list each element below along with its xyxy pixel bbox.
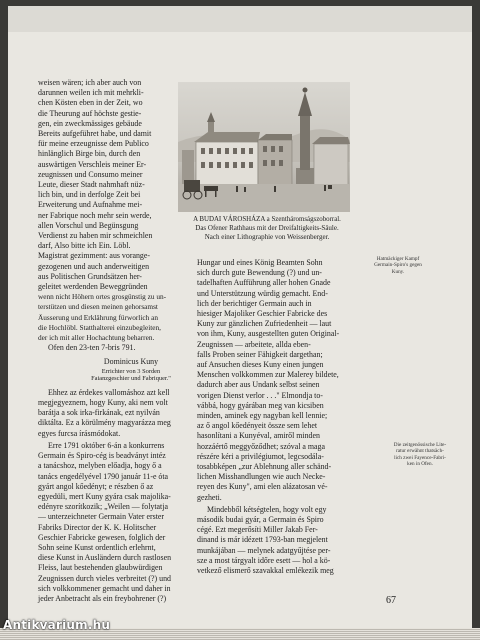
text-line: Zeugnissen durch vieles verbreitet (?) und [38, 573, 171, 583]
text-line: jeder Anbetracht als ein freybohrener (?) [38, 593, 167, 603]
margin-note-line: lich zwei Fayence-Fabri- [394, 454, 446, 461]
text-line: wenn nicht Höhern ortes grosgünstig zu un- [38, 292, 167, 302]
letter-paragraph [38, 78, 184, 343]
townhall-lithograph-icon [178, 82, 350, 212]
text-line: auf Ansuchen dieses Kuny einen jungen [197, 360, 324, 370]
margin-note-line: Germain-Spiro's gegen [374, 262, 422, 269]
text-line: minden, aminek egy nagyban kell lennie; [197, 411, 328, 421]
text-line: Leute, dieser Stadt nahmhaft nüz- [38, 180, 145, 190]
text-line: chen Kösten eben in der Zeit, wo [38, 98, 143, 108]
text-line: lich der berichtiger Germain auch in [197, 298, 312, 308]
text-line: megjegyeznem, hogy Kuny, aki nem volt [38, 398, 168, 408]
text-line: Erre 1791 október 6-án a konkurrens [48, 440, 165, 450]
text-line: lichen Misshandlungen wie auch Necke- [197, 472, 326, 482]
text-line: aus Politischen Grundsätzen her- [38, 271, 142, 281]
commentary-paragraph [38, 441, 184, 604]
text-line: diktálta. Ez a körülmény magyarázza meg [38, 418, 171, 428]
text-line: Ehhez az érdekes vallomáshoz azt kell [48, 387, 170, 397]
text-line: allen Vorschul und Begünsgung [38, 220, 139, 230]
letter-date: Ofen den 23-ten 7-bris 791. [48, 343, 136, 353]
text-line: von ihm, Kuny, ausgestellten guten Original- [197, 329, 340, 339]
lithograph-illustration [178, 82, 350, 212]
text-line: tadelhaften Aufführung aller hohen Gnade [197, 278, 331, 288]
signature-subtitle: Faianzgeschier und Fabriquer." [91, 375, 171, 383]
text-line: und Unterstützung würdig gemacht. End- [197, 288, 328, 298]
text-line: munkájában — melynek adatgyűjtése per- [197, 545, 331, 555]
margin-note [358, 256, 438, 275]
text-line: diese Kunst in Ausländern durch rastlosen [38, 553, 172, 563]
text-line: dinand is már idézett 1793-ban megjelent [197, 535, 328, 545]
text-line: barátja a sok irka-firkának, ezt nyilván [38, 408, 160, 418]
text-line: egyedüli, mert Kuny gyára csak majolika- [38, 491, 171, 501]
text-line: vorigen Dienst verlor . . ." Elmondja to- [197, 390, 323, 400]
text-line: részére kéri a privilégiumot, legcsodála- [197, 451, 324, 461]
text-line: Fabriks Director der K. K. Holitscher [38, 522, 157, 532]
text-line: darunnen weilen ich mit mehrkli- [38, 88, 144, 98]
text-line: vetkező elismerő szavakkal emlékezik meg [197, 566, 334, 576]
text-line: terstützen und diesen meinen gehorsamst [38, 302, 158, 312]
text-line: második budai gyár, a Germain és Spiro [197, 515, 324, 525]
text-line: darf, Also bitte ich Ein. Löbl. [38, 241, 131, 251]
text-line: Sohn seine Kunst ordentlich erlehrnt, [38, 542, 156, 552]
text-line: sze a most tárgyalt időre esett — hol a kö- [197, 555, 331, 565]
margin-note-line: Hatmäckiger Kampf [376, 256, 420, 262]
text-line: cégé. Ezt megerősíti Miller Jakab Fer- [197, 525, 318, 535]
text-line: die Theurung auf höchste gestie- [38, 108, 142, 118]
margin-note-line: ratur erwähnt thatsäch- [396, 448, 444, 455]
text-line: Bereits aufgeführet habe, und damit [38, 129, 152, 139]
caption-line: Das Ofener Rathhaus mit der Dreifaltigkeits-Säule. [195, 224, 339, 232]
text-line: Zeugnissen — arbeitete, allda eben- [197, 339, 311, 349]
text-line: auswärtigen Verschleis meiner Er- [38, 159, 147, 169]
text-line: ner Fabrique noch mehr sein werde, [38, 210, 152, 220]
text-line: sich volkkommener gemacht und daher in [38, 583, 171, 593]
text-line: Äusserung und Erklährung fürworlich an [38, 312, 158, 322]
text-line: geleitet werdenden Beweggründen [38, 282, 148, 292]
text-line: Magistrat gezimment: aus vorange- [38, 251, 150, 261]
text-line: Mindebből kétségtelen, hogy volt egy [207, 504, 327, 514]
text-line: Menschen volkkommen zur Malerey bildete, [197, 370, 339, 380]
text-line: hasonlítani a Kunyéval, amiről minden [197, 431, 320, 441]
text-line: lich bin, und in derfolge Zeit bei [38, 190, 141, 200]
page-number: 67 [386, 595, 396, 606]
text-line: Geschier Fabricke gewesen, folglich der [38, 532, 166, 542]
text-line: gezheti. [197, 492, 222, 502]
text-line: falls Proben seiner Fähigkeit dargethan; [197, 349, 323, 359]
text-line: die Hochlöbl. Statthalterei einzubegleiten, [38, 322, 161, 332]
text-line: Erweiterung und Aufnahme mei- [38, 200, 143, 210]
text-line: tosabbképen „zur Ablehnung aller schänd- [197, 462, 332, 472]
signature-subtitle: Errichter von 3 Sorden [101, 367, 161, 375]
text-line: a tanácshoz, melyben előadja, hogy ő a [38, 461, 162, 471]
illustration-caption [178, 215, 356, 242]
text-line: Hungar und eines König Beamten Sohn [197, 258, 323, 267]
text-line: Fleiss, laut bestehenden glaubwürdigen [38, 563, 163, 573]
text-line: sich durch gute Bewendung (?) und un- [197, 268, 322, 278]
text-line: Verdienst zu haben mir schmeichlen [38, 231, 153, 241]
text-line: gyárt angol kőedényt; e részben ő az [38, 481, 154, 491]
right-column [197, 258, 357, 576]
text-line: gezogenen und auch anderweitigen [38, 261, 150, 271]
text-line: für meine erzeugnisse dem Publico [38, 139, 149, 149]
caption-line: Nach einer Lithographie von Weissenberger. [204, 233, 330, 241]
margin-note [389, 442, 451, 467]
text-line: Kuny zur gänzlichen Zufriedenheit — laut [197, 319, 332, 329]
margin-note-line: Die zeitgenössische Lite- [393, 442, 447, 448]
text-line: Germain és Spiro-cég is beadványt intéz [38, 451, 166, 461]
text-line: hozzáértő meggyőződhet; szóval a maga [197, 441, 325, 451]
margin-note-line: ken in Ofen. [407, 460, 433, 467]
text-line: — unterzeichneter Germain Vater erster [38, 512, 165, 522]
text-line: hinlänglich Birge bin, durch den [38, 149, 141, 159]
commentary-paragraph [38, 388, 184, 439]
signature-name: Dominicus Kuny [103, 357, 159, 367]
margin-note-line: Kuny. [391, 268, 405, 275]
page-top-band [8, 6, 472, 32]
text-line: dadurch aber aus Undank selbst seinen [197, 380, 320, 390]
text-line: hiesiger Majoliker Geschier Fabricke des [197, 309, 328, 319]
text-line: vábbá, hogy gyárában meg van kicsiben [197, 400, 324, 410]
text-line: zeugnissen und Consumo meiner [38, 169, 143, 179]
left-column [38, 78, 184, 604]
watermark: Antikvarium.hu [3, 618, 111, 632]
text-line: der ich mit aller Hochachtung beharren. [38, 333, 155, 343]
text-line: edényre szorítkozik; „Weilen — folytatja [38, 502, 168, 512]
text-line: reyen des Kuny", ami elen alázatosan vé- [197, 482, 328, 492]
text-line: weisen wären; ich aber auch von [38, 78, 142, 87]
text-line: az ő angol kőedényeit össze sem lehet [197, 421, 318, 431]
text-line: egyes furcsa írásmódokat. [38, 428, 121, 438]
text-line: gen, ein zweckmässiges gebäude [38, 118, 142, 128]
text-line: tanács engedélyével 1790 január 11-e óta [38, 471, 169, 481]
caption-line: A BUDAI VÁROSHÁZA a Szentháromságszoborral. [193, 216, 341, 223]
